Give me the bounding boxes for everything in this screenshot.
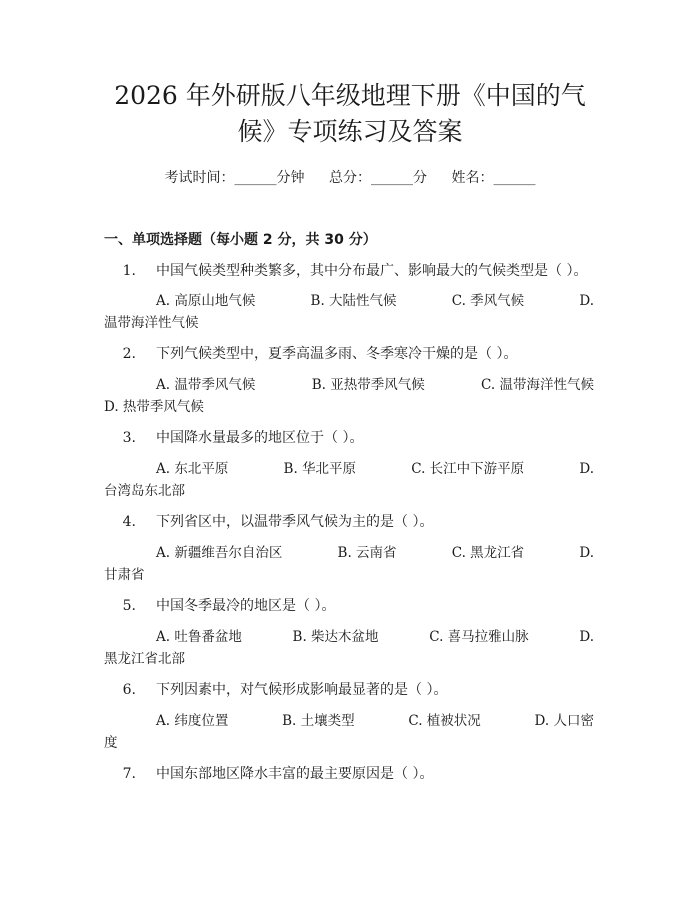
exam-time: 考试时间：______分钟	[164, 170, 305, 186]
option-a: A. 新疆维吾尔自治区	[156, 545, 283, 561]
question-stem: 7. 中国东部地区降水丰富的最主要原因是（ ）。	[122, 766, 434, 782]
option-d: D.	[579, 545, 594, 561]
option-a: A. 高原山地气候	[156, 293, 256, 309]
question-stem: 5. 中国冬季最冷的地区是（ ）。	[122, 598, 336, 614]
option-a: A. 温带季风气候	[156, 377, 256, 393]
question-options	[104, 290, 594, 334]
option-b: B. 大陆性气候	[310, 293, 397, 309]
title-line-1: 2026 年外研版八年级地理下册《中国的气	[114, 81, 586, 110]
exam-score: 总分：______分	[329, 170, 427, 186]
option-a: A. 东北平原	[156, 461, 229, 477]
option-b: B. 亚热带季风气候	[311, 377, 425, 393]
option-c: C. 植被状况	[408, 713, 481, 729]
option-d-continued: 台湾岛东北部	[104, 483, 185, 499]
option-d: D.	[579, 629, 594, 645]
option-d-continued: 温带海洋性气候	[104, 315, 199, 331]
option-d-continued: 黑龙江省北部	[104, 651, 185, 667]
option-c: C. 季风气候	[451, 293, 525, 309]
question-stem: 6. 下列因素中，对气候形成影响最显著的是（ ）。	[122, 682, 448, 698]
option-c: C. 长江中下游平原	[411, 461, 525, 477]
question-options	[104, 626, 594, 670]
question-stem: 3. 中国降水量最多的地区位于（ ）。	[122, 430, 364, 446]
option-c: C. 温带海洋性气候	[481, 377, 594, 393]
question-stem: 1. 中国气候类型种类繁多，其中分布最广、影响最大的气候类型是（ ）。	[122, 263, 588, 279]
question-options	[104, 542, 594, 586]
option-b: B. 云南省	[337, 545, 397, 561]
question-stem: 4. 下列省区中，以温带季风气候为主的是（ ）。	[122, 514, 434, 530]
question-options	[104, 374, 594, 418]
option-d-continued: 甘肃省	[104, 567, 145, 583]
option-d: D.	[579, 293, 594, 309]
question-stem: 2. 下列气候类型中，夏季高温多雨、冬季寒冷干燥的是（ ）。	[122, 346, 518, 362]
section-heading: 一、单项选择题（每小题 2 分，共 30 分）	[104, 232, 377, 248]
option-d-continued: 度	[104, 735, 118, 751]
question-options	[104, 710, 594, 754]
student-name: 姓名：______	[451, 170, 536, 186]
option-b: B. 土壤类型	[282, 713, 355, 729]
option-d: D.	[579, 461, 594, 477]
option-c: C. 黑龙江省	[451, 545, 525, 561]
title-line-2: 候》专项练习及答案	[237, 117, 463, 146]
option-b: B. 华北平原	[283, 461, 357, 477]
page-title	[60, 78, 640, 150]
option-b: B. 柴达木盆地	[292, 629, 379, 645]
option-a: A. 吐鲁番盆地	[156, 629, 242, 645]
option-a: A. 纬度位置	[156, 713, 229, 729]
option-d: D. 人口密	[534, 713, 594, 729]
exam-info	[0, 168, 700, 188]
option-c: C. 喜马拉雅山脉	[429, 629, 529, 645]
question-options	[104, 458, 594, 502]
option-d: D. 热带季风气候	[104, 399, 204, 415]
